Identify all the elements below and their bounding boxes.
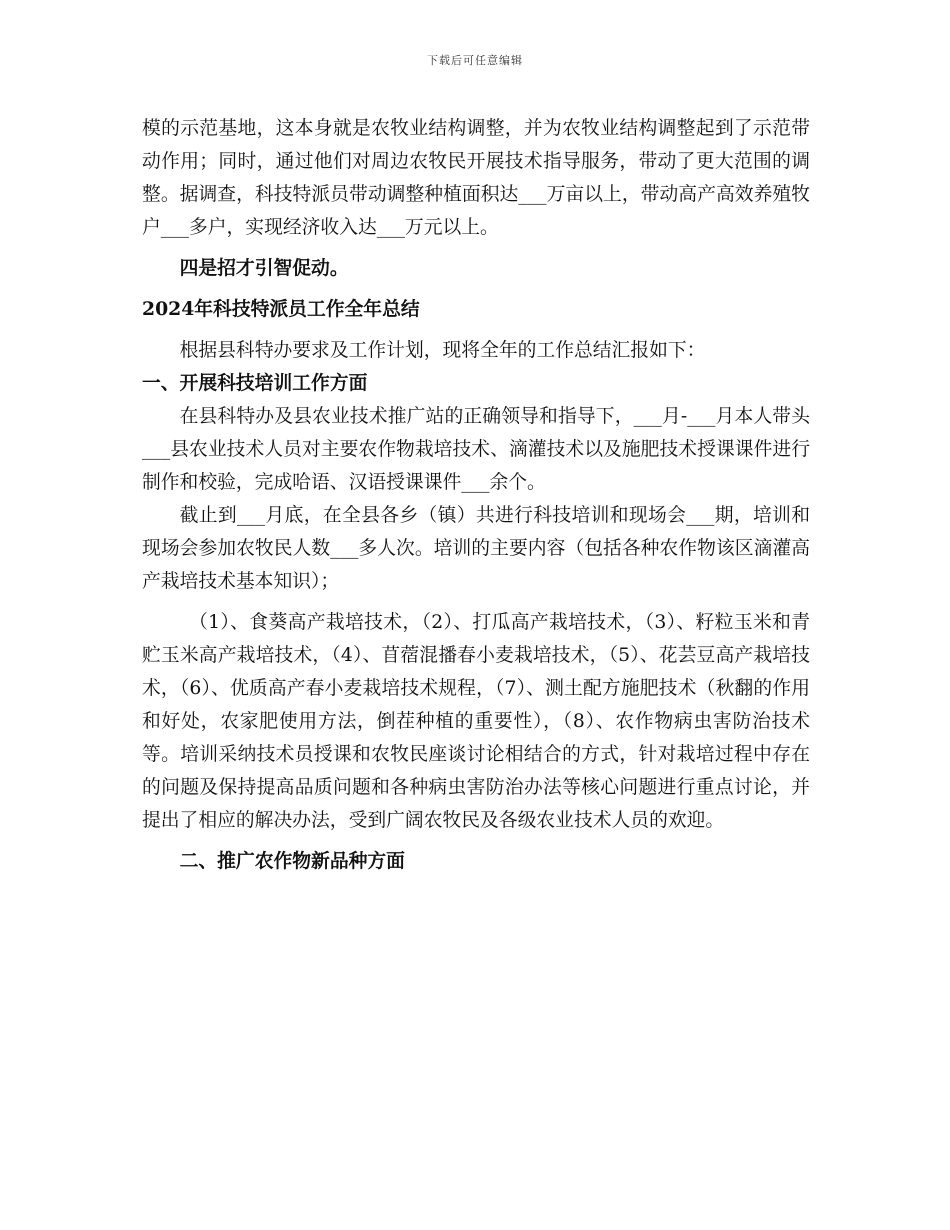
paragraph-continuation: 模的示范基地，这本身就是农牧业结构调整，并为农牧业结构调整起到了示范带动作用；同时，通过他们对周边农牧民开展技术指导服务，带动了更大范围的调整。据调查，科技特派员带动调整种植面积达___万亩以上，带动高产高效养殖牧户___多户，实现经济收入达___万元以上。 — [142, 118, 810, 238]
section-heading-4: 四是招才引智促动。 — [179, 257, 349, 279]
document-body — [142, 112, 810, 878]
page-header: 下载后可任意编辑 — [427, 54, 523, 67]
document-title: 2024年科技特派员工作全年总结 — [142, 298, 420, 320]
paragraph-training-1: 在县科特办及县农业技术推广站的正确领导和指导下，___月-___月本人带头___县农业技术人员对主要农作物栽培技术、滴灌技术以及施肥技术授课课件进行制作和校验，完成哈语、汉语授课课件___余个。 — [142, 406, 810, 493]
section-heading-1: 一、开展科技培训工作方面 — [142, 372, 368, 394]
paragraph-training-2: 截止到___月底，在全县各乡（镇）共进行科技培训和现场会___期，培训和现场会参加农牧民人数___多人次。培训的主要内容（包括各种农作物该区滴灌高产栽培技术基本知识）； — [142, 505, 810, 592]
section-heading-2: 二、推广农作物新品种方面 — [179, 850, 405, 872]
paragraph-intro: 根据县科特办要求及工作计划，现将全年的工作总结汇报如下： — [179, 340, 706, 361]
paragraph-training-items: （1）、食葵高产栽培技术，（2）、打瓜高产栽培技术，（3）、籽粒玉米和青贮玉米高产栽培技术，（4）、苜蓿混播春小麦栽培技术，（5）、花芸豆高产栽培技术，（6）、优质高产春小麦栽培技术规程，（7）、测土配方施肥技术（秋翻的作用和好处，农家肥使用方法，倒茬种植的重要性），（8）、农作物病虫害防治技术等。培训采纳技术员授课和农牧民座谈讨论相结合的方式，针对栽培过程中存在的问题及保持提高品质问题和各种病虫害防治办法等核心问题进行重点讨论，并提出了相应的解决办法，受到广阔农牧民及各级农业技术人员的欢迎。 — [142, 612, 810, 831]
